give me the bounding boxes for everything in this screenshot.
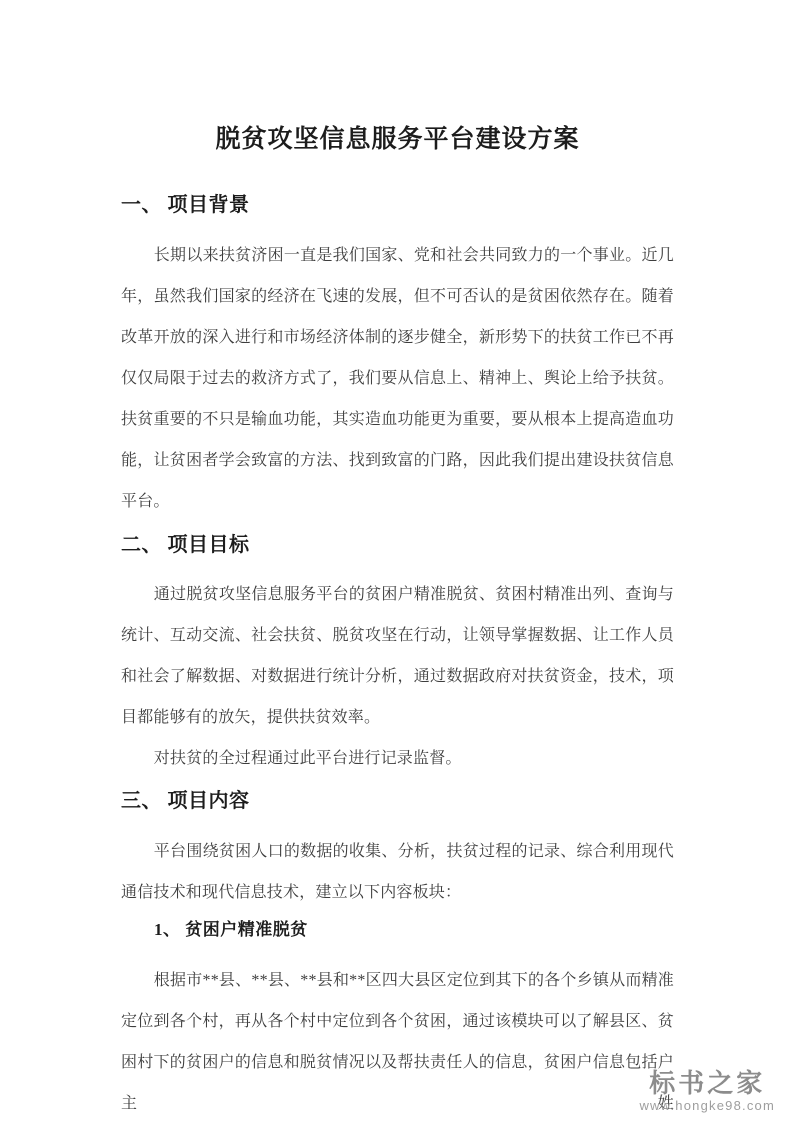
paragraph-goals-1: 通过脱贫攻坚信息服务平台的贫困户精准脱贫、贫困村精准出列、查询与统计、互动交流、社会扶贫、脱贫攻坚在行动，让领导掌握数据、让工作人员和社会了解数据、对数据进行统计分析，通过数据政府对扶贫资金，技术，项目都能够有的放矢，提供扶贫效率。 <box>121 586 674 727</box>
section-heading-project-content: 三、 项目内容 <box>121 790 250 813</box>
document-title: 脱贫攻坚信息服务平台建设方案 <box>215 126 580 153</box>
paragraph-background: 长期以来扶贫济困一直是我们国家、党和社会共同致力的一个事业。近几年，虽然我们国家的经济在飞速的发展，但不可否认的是贫困依然存在。随着改革开放的深入进行和市场经济体制的逐步健全，新形势下的扶贫工作已不再仅仅局限于过去的救济方式了，我们要从信息上、精神上、舆论上给予扶贫。扶贫重要的不只是输血功能，其实造血功能更为重要，要从根本上提高造血功能，让贫困者学会致富的方法、找到致富的门路，因此我们提出建设扶贫信息平台。 <box>121 246 674 510</box>
subsection-heading-precise-poverty-relief: 1、 贫困户精准脱贫 <box>154 919 308 939</box>
paragraph-goals-2: 对扶贫的全过程通过此平台进行记录监督。 <box>153 750 462 768</box>
section-heading-project-background: 一、 项目背景 <box>121 194 250 216</box>
paragraph-content-intro: 平台围绕贫困人口的数据的收集、分析，扶贫过程的记录、综合利用现代通信技术和现代信息技术，建立以下内容板块： <box>121 842 674 901</box>
section-heading-project-goals: 二、 项目目标 <box>121 533 250 556</box>
watermark-logo-text: 标书之家 <box>649 1068 766 1098</box>
paragraph-precise-poverty-relief: 根据市**县、**县、**县和**区四大县区定位到其下的各个乡镇从而精准定位到各个村，再从各个村中定位到各个贫困，通过该模块可以了解县区、贫困村下的贫困户的信息和脱贫情况以及帮扶责任人的信息，贫困户信息包括户主姓 <box>121 971 674 1112</box>
watermark-url: www.hongke98.com <box>639 1098 775 1113</box>
watermark <box>639 1068 775 1114</box>
